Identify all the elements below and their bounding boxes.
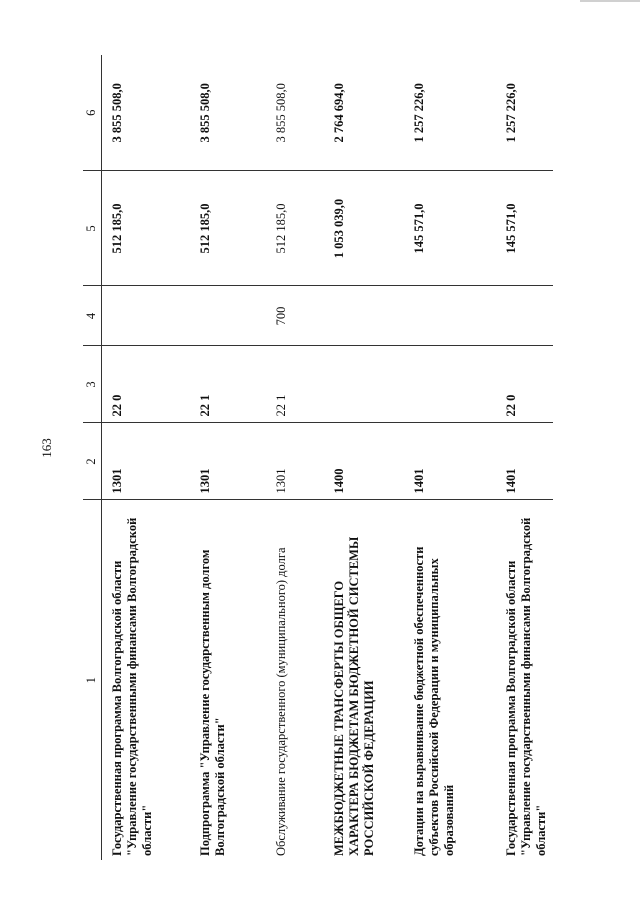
row-total: 3 855 508,0	[266, 55, 324, 171]
header-col-6: 6	[83, 55, 102, 171]
row-total: 2 764 694,0	[324, 55, 404, 171]
header-col-3: 3	[83, 346, 102, 423]
row-name: Подпрограмма "Управление государственным долгом Волгоградской области"	[197, 549, 227, 856]
table-row	[190, 55, 266, 860]
header-col-1: 1	[83, 500, 102, 860]
row-name: Дотации на выравнивание бюджетной обеспеченности субъектов Российской Федерации и муниципальных образований	[411, 546, 456, 856]
table-header-row	[83, 55, 102, 860]
row-section: 1301	[190, 423, 266, 500]
row-total: 1 257 226,0	[496, 55, 554, 171]
page-number: 163	[39, 438, 54, 458]
row-type	[190, 286, 266, 346]
table-row	[324, 55, 404, 860]
row-section: 1401	[404, 423, 496, 500]
row-target: 22 0	[102, 346, 190, 423]
row-name: Государственная программа Волгоградской области "Управление государственными финансами Волгоградской области"	[503, 517, 548, 856]
row-type	[102, 286, 190, 346]
header-col-4: 4	[83, 286, 102, 346]
row-amount: 145 571,0	[404, 171, 496, 286]
row-section: 1301	[266, 423, 324, 500]
row-amount: 512 185,0	[102, 171, 190, 286]
row-amount: 145 571,0	[496, 171, 554, 286]
row-type: 700	[266, 286, 324, 346]
row-name: Государственная программа Волгоградской области "Управление государственными финансами Волгоградской области"	[110, 517, 154, 856]
row-amount: 1 053 039,0	[324, 171, 404, 286]
row-section: 1401	[496, 423, 554, 500]
table-row	[102, 55, 190, 860]
row-amount: 512 185,0	[190, 171, 266, 286]
row-total: 3 855 508,0	[102, 55, 190, 171]
row-type	[324, 286, 404, 346]
scan-edge-mark	[580, 0, 640, 2]
row-section: 1400	[324, 423, 404, 500]
table-row	[404, 55, 496, 860]
row-target: 22 1	[266, 346, 324, 423]
row-name: МЕЖБЮДЖЕТНЫЕ ТРАНСФЕРТЫ ОБЩЕГО ХАРАКТЕРА БЮДЖЕТАМ БЮДЖЕТНОЙ СИСТЕМЫ РОССИЙСКОЙ ФЕДЕРАЦИИ	[331, 536, 376, 856]
budget-table-frame	[83, 55, 553, 860]
row-section: 1301	[102, 423, 190, 500]
row-target: 22 0	[496, 346, 554, 423]
row-target	[324, 346, 404, 423]
header-col-5: 5	[83, 171, 102, 286]
rotated-table-container	[83, 55, 553, 860]
row-type	[404, 286, 496, 346]
row-amount: 512 185,0	[266, 171, 324, 286]
row-target	[404, 346, 496, 423]
table-row	[496, 55, 554, 860]
header-col-2: 2	[83, 423, 102, 500]
row-type	[496, 286, 554, 346]
row-name: Обслуживание государственного (муниципального) долга	[273, 547, 288, 856]
table-row	[266, 55, 324, 860]
row-total: 3 855 508,0	[190, 55, 266, 171]
budget-table	[83, 55, 553, 860]
row-target: 22 1	[190, 346, 266, 423]
row-total: 1 257 226,0	[404, 55, 496, 171]
